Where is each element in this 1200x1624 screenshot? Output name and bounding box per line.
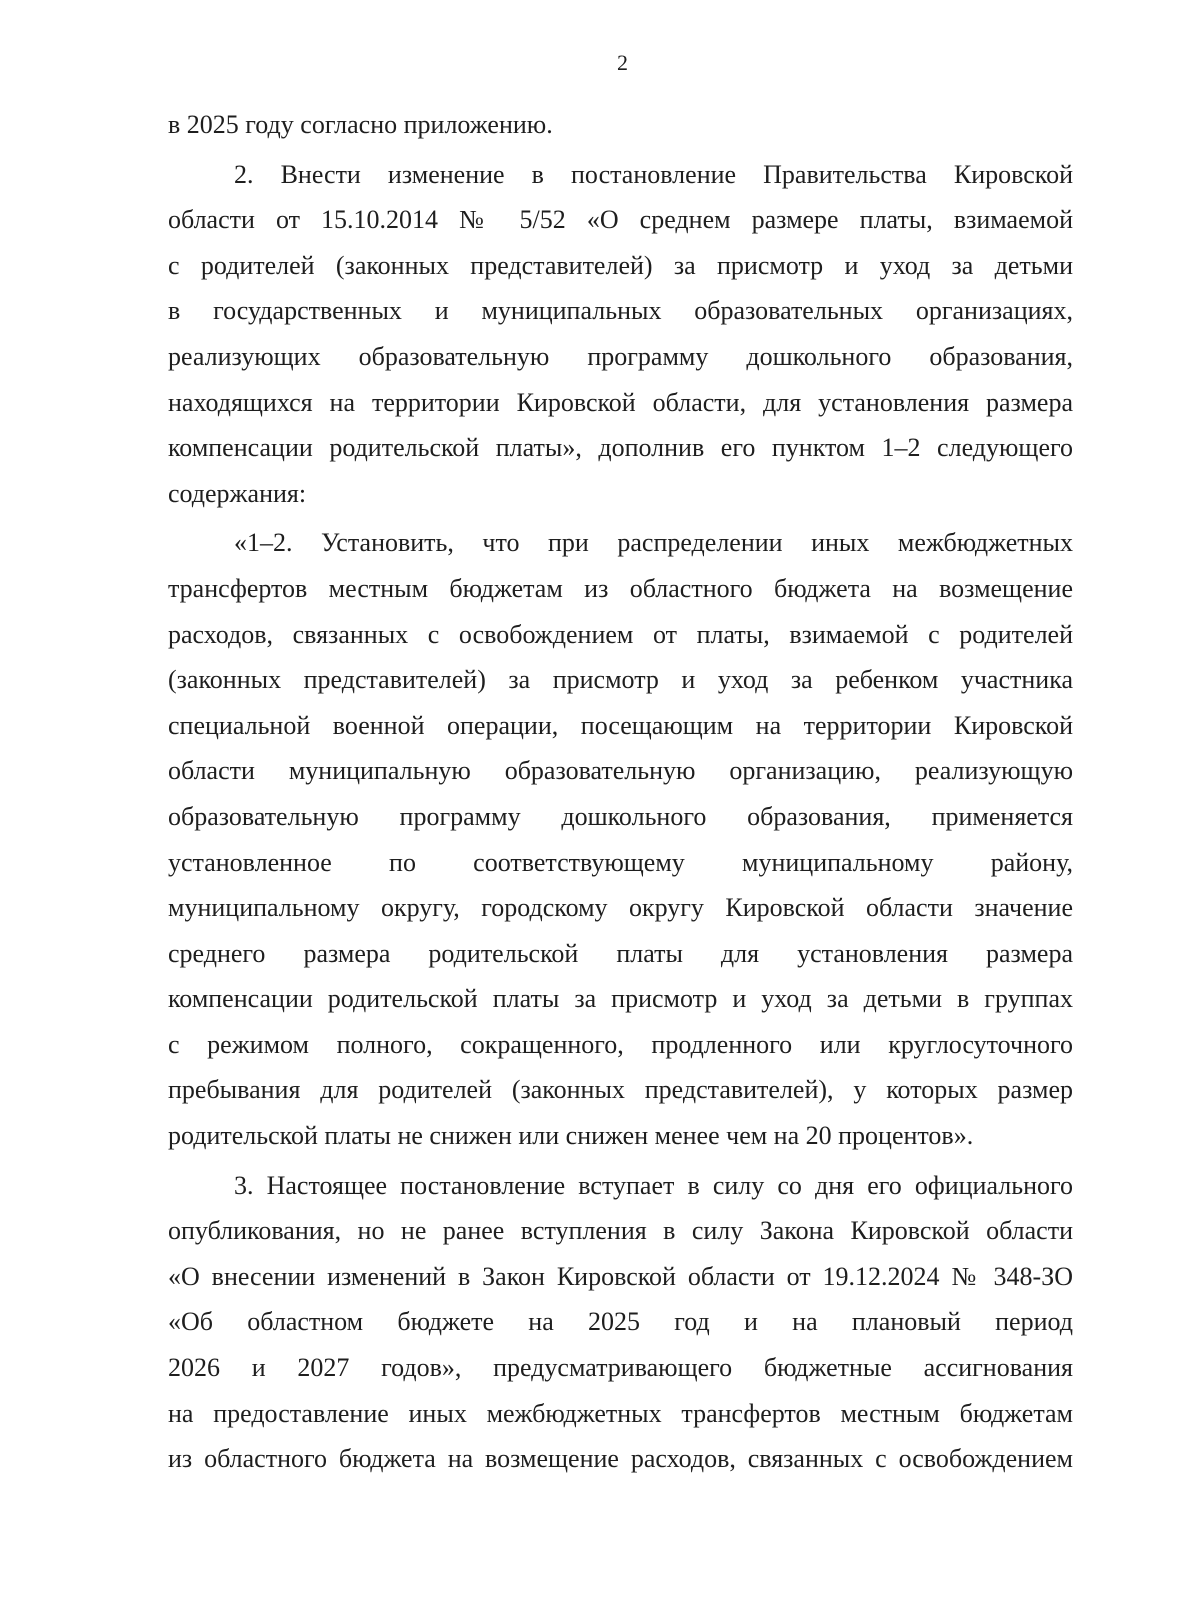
paragraph-first-line: 3. Настоящее постановление вступает в силу со дня его официального	[234, 1170, 1073, 1200]
text-line: реализующих образовательную программу дошкольного образования,	[168, 341, 1073, 371]
paragraph-first-line: «1–2. Установить, что при распределении иных межбюджетных	[234, 528, 1073, 558]
text-line: муниципальному округу, городскому округу Кировской области значение	[168, 893, 1073, 923]
text-line: из областного бюджета на возмещение расходов, связанных с освобождением	[168, 1444, 1073, 1474]
text-line: области от 15.10.2014 № 5/52 «О среднем размере платы, взимаемой	[168, 205, 1073, 235]
text-line: родительской платы не снижен или снижен менее чем на 20 процентов».	[168, 1121, 974, 1151]
text-line: (законных представителей) за присмотр и уход за ребенком участника	[168, 665, 1073, 695]
text-line: образовательную программу дошкольного образования, применяется	[168, 801, 1073, 831]
text-line: в 2025 году согласно приложению.	[168, 110, 553, 139]
text-line: опубликования, но не ранее вступления в силу Закона Кировской области	[168, 1216, 1073, 1246]
text-line: с родителей (законных представителей) за присмотр и уход за детьми	[168, 250, 1073, 280]
text-line: «О внесении изменений в Закон Кировской области от 19.12.2024 № 348-ЗО	[168, 1261, 1073, 1291]
text-line: расходов, связанных с освобождением от платы, взимаемой с родителей	[168, 619, 1073, 649]
text-line: находящихся на территории Кировской области, для установления размера	[168, 387, 1073, 417]
paragraph-first-line: 2. Внести изменение в постановление Правительства Кировской	[234, 159, 1073, 189]
text-line: «Об областном бюджете на 2025 год и на плановый период	[168, 1307, 1073, 1337]
text-line: содержания:	[168, 478, 307, 508]
text-line: области муниципальную образовательную организацию, реализующую	[168, 756, 1073, 786]
document-body	[168, 102, 1073, 1482]
text-line: компенсации родительской платы», дополнив его пунктом 1–2 следующего	[168, 433, 1073, 463]
text-line: с режимом полного, сокращенного, продленного или круглосуточного	[168, 1029, 1073, 1059]
text-line: пребывания для родителей (законных представителей), у которых размер	[168, 1075, 1073, 1105]
text-line: в государственных и муниципальных образовательных организациях,	[168, 296, 1073, 326]
text-line: среднего размера родительской платы для установления размера	[168, 938, 1073, 968]
text-line: 2026 и 2027 годов», предусматривающего бюджетные ассигнования	[168, 1353, 1073, 1383]
text-line: установленное по соответствующему муниципальному району,	[168, 847, 1073, 877]
text-line: компенсации родительской платы за присмотр и уход за детьми в группах	[168, 984, 1073, 1014]
text-line: трансфертов местным бюджетам из областного бюджета на возмещение	[168, 573, 1073, 603]
text-line: специальной военной операции, посещающим на территории Кировской	[168, 710, 1073, 740]
text-line: на предоставление иных межбюджетных трансфертов местным бюджетам	[168, 1398, 1073, 1428]
page-number: 2	[617, 50, 628, 75]
